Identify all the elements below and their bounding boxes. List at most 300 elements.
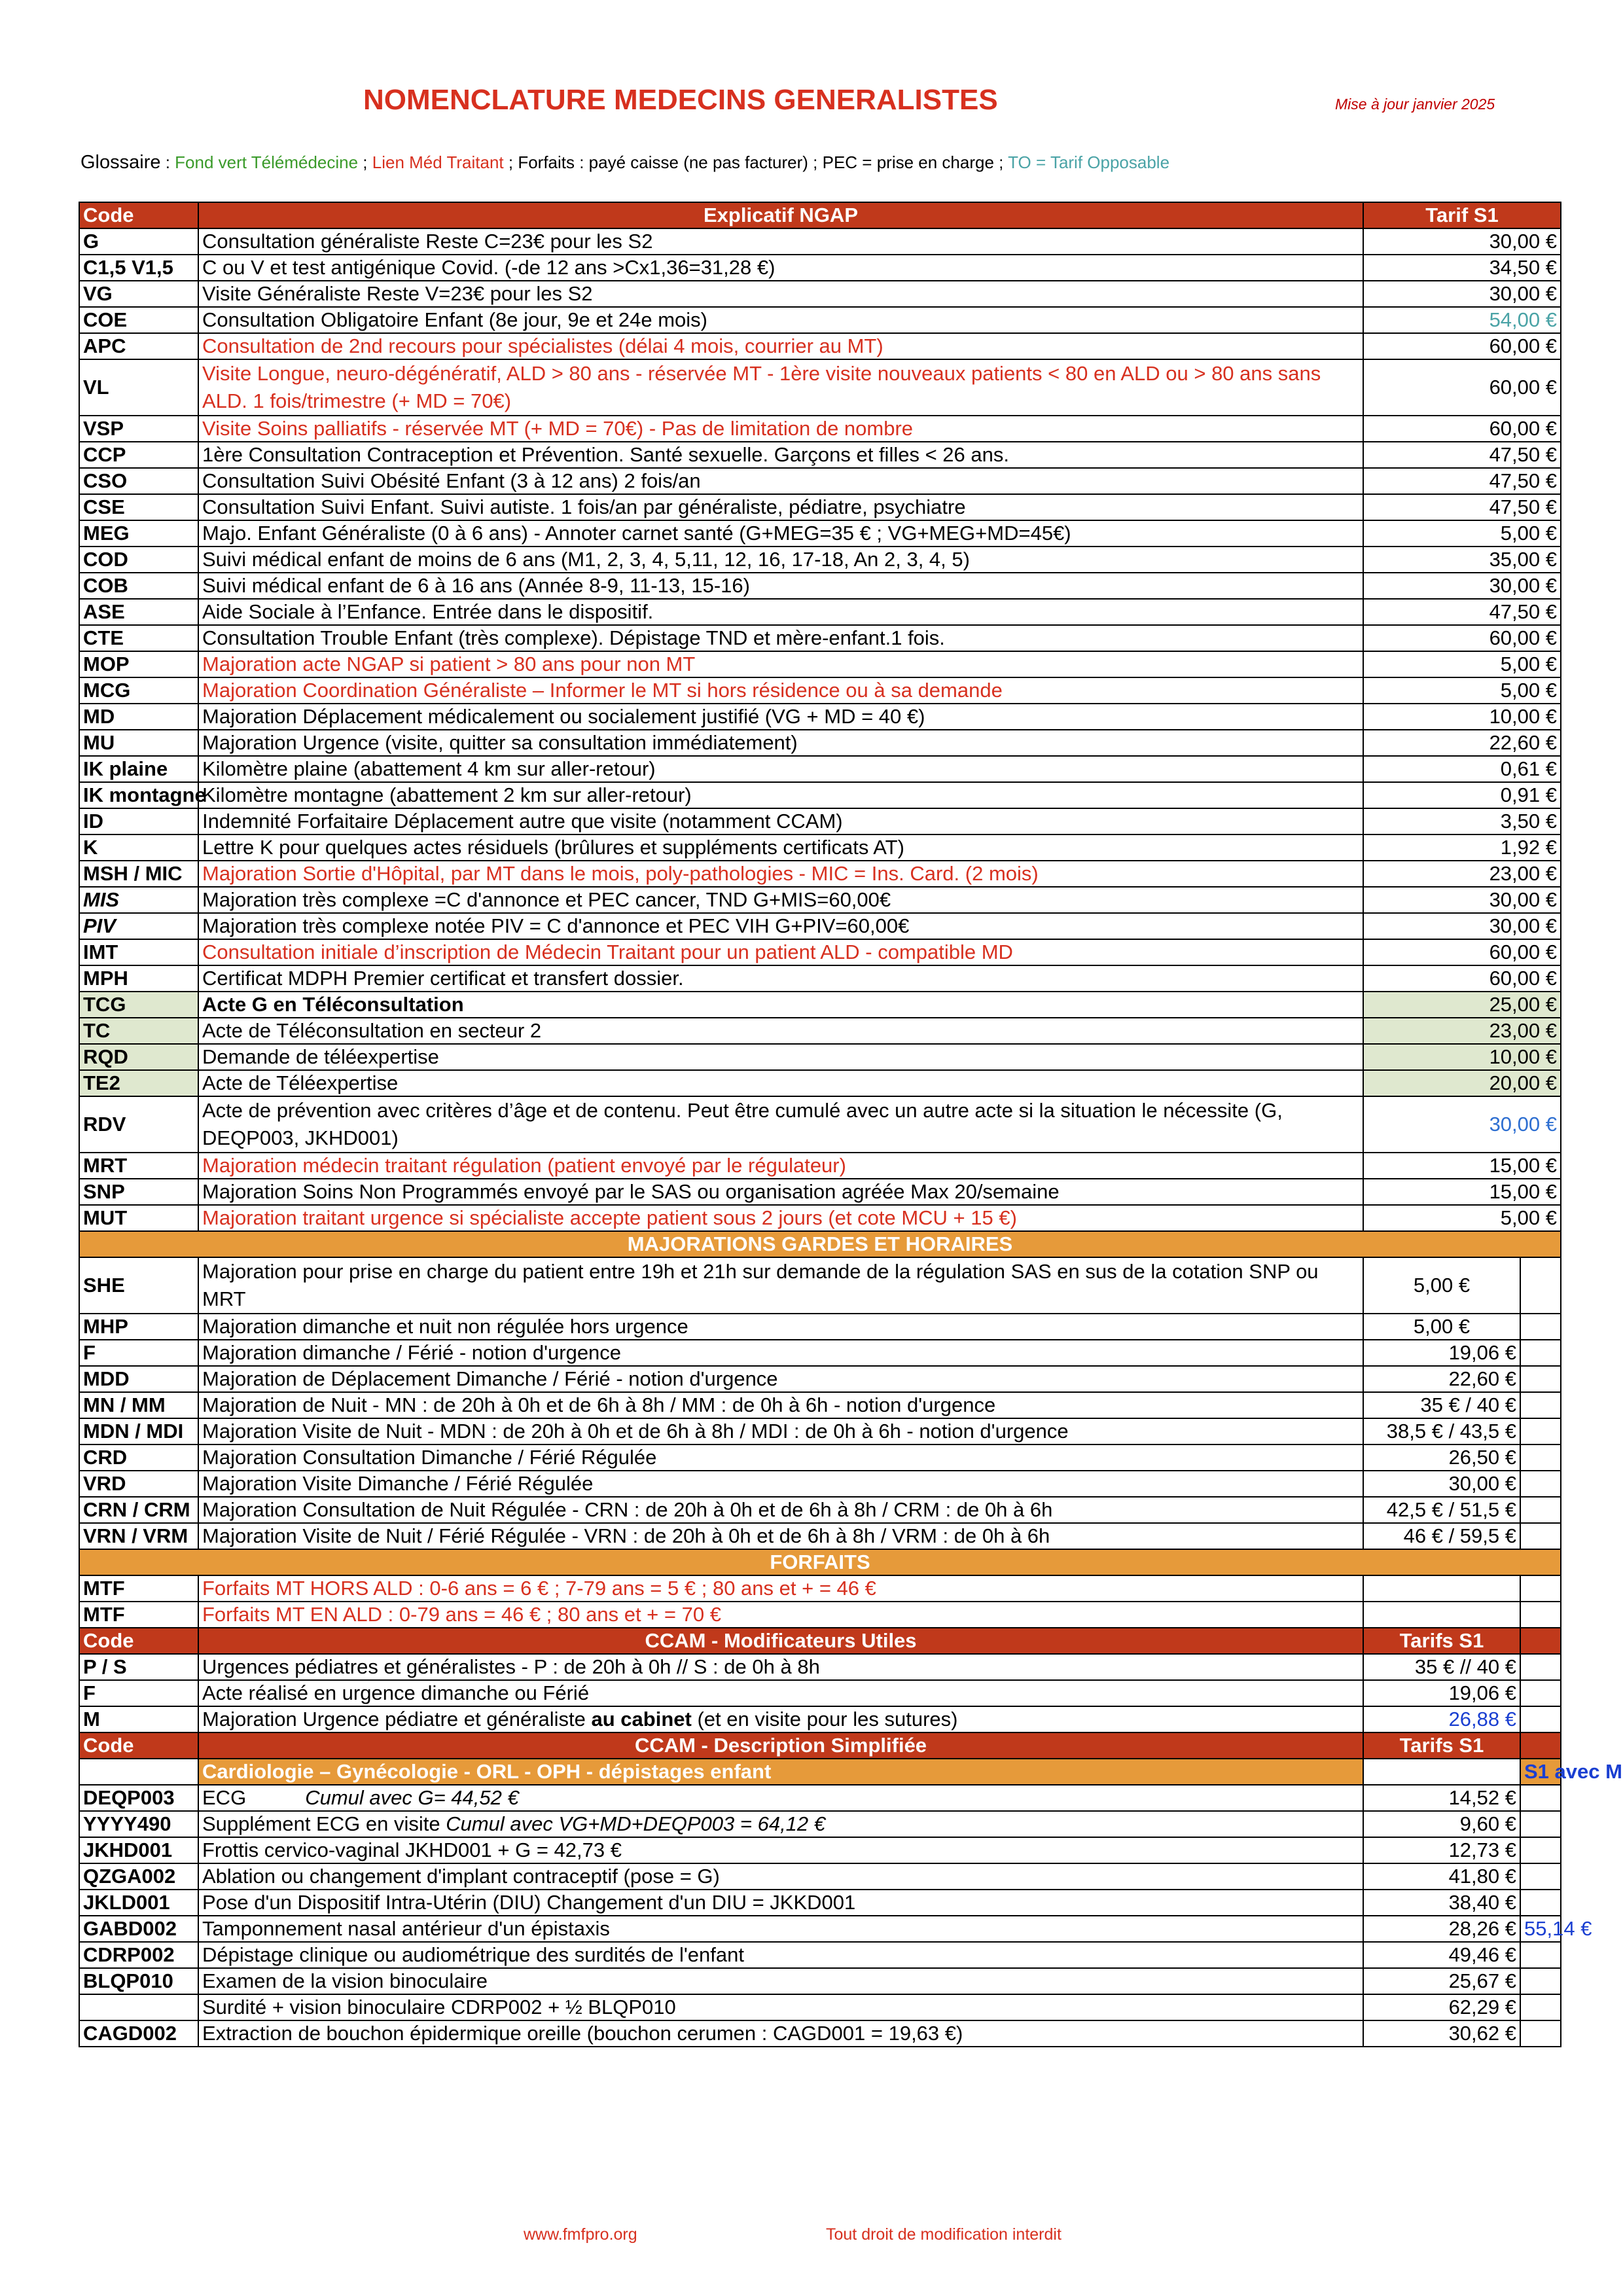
row-price: 54,00 € (1363, 307, 1561, 333)
row-desc-text: Dépistage clinique ou audiométrique des surdités de l'enfant (202, 1943, 744, 1966)
row-desc: Visite Généraliste Reste V=23€ pour les S2 (198, 281, 1363, 307)
row-price: 20,00 € (1363, 1070, 1561, 1096)
row-price: 60,00 € (1363, 965, 1561, 992)
row-desc: Consultation de 2nd recours pour spécialistes (délai 4 mois, courrier au MT) (198, 333, 1363, 359)
row-empty (1520, 1706, 1561, 1732)
table-header (79, 202, 1561, 228)
table-row (79, 1096, 1561, 1153)
row-desc: Indemnité Forfaitaire Déplacement autre que visite (notamment CCAM) (198, 808, 1363, 834)
glossary-label: Glossaire (80, 152, 161, 173)
row-code: CSO (79, 468, 198, 494)
row-price: 10,00 € (1363, 704, 1561, 730)
row-desc-text: Supplément ECG en visite (202, 1812, 446, 1835)
table-row (79, 861, 1561, 887)
row-note: Cumul avec VG+MD+DEQP003 = 64,12 € (446, 1812, 826, 1835)
row-desc-text: Extraction de bouchon épidermique oreille (bouchon cerumen : CAGD001 = 19,63 €) (202, 2022, 963, 2045)
row-desc: Consultation initiale d’inscription de Médecin Traitant pour un patient ALD - compatible MD (198, 939, 1363, 965)
table-row (79, 359, 1561, 416)
table-row (79, 1837, 1561, 1863)
row-empty (1520, 1314, 1561, 1340)
ccam-subtitle-row (79, 1759, 1561, 1785)
row-desc: Majoration Urgence (visite, quitter sa consultation immédiatement) (198, 730, 1363, 756)
row-code: IK montagne (79, 782, 198, 808)
row-desc: Majoration très complexe notée PIV = C d'annonce et PEC VIH G+PIV=60,00€ (198, 913, 1363, 939)
row-desc: Majoration traitant urgence si spécialiste accepte patient sous 2 jours (et cote MCU + 15 €) (198, 1205, 1363, 1231)
row-code: P / S (79, 1654, 198, 1680)
ccam-code-header: Code (79, 1732, 198, 1759)
row-empty (1520, 1863, 1561, 1890)
row-empty (1520, 1654, 1561, 1680)
row-desc (198, 1706, 1363, 1732)
row-price: 35 € // 40 € (1363, 1654, 1520, 1680)
table-row (79, 228, 1561, 255)
row-desc: Aide Sociale à l’Enfance. Entrée dans le dispositif. (198, 599, 1363, 625)
row-desc (198, 1942, 1363, 1968)
row-price: 60,00 € (1363, 359, 1561, 416)
row-price: 42,5 € / 51,5 € (1363, 1497, 1520, 1523)
row-desc-text: Ablation ou changement d'implant contraceptif (pose = G) (202, 1865, 720, 1888)
row-empty (1520, 1785, 1561, 1811)
glossary-sep: : (160, 152, 175, 172)
table-row (79, 468, 1561, 494)
glossary-teal: TO = Tarif Opposable (1008, 152, 1170, 172)
row-desc: Forfaits MT EN ALD : 0-79 ans = 46 € ; 80 ans et + = 70 € (198, 1602, 1363, 1628)
row-desc: Acte de Téléexpertise (198, 1070, 1363, 1096)
row-price: 5,00 € (1363, 651, 1561, 677)
table-row (79, 1366, 1561, 1392)
row-code: MOP (79, 651, 198, 677)
row-desc: Visite Longue, neuro-dégénératif, ALD > 80 ans - réservée MT - 1ère visite nouveaux patients < 80 en ALD ou > 80 ans sans ALD. 1 fois/trimestre (+ MD = 70€) (198, 359, 1363, 416)
row-desc: Kilomètre plaine (abattement 4 km sur aller-retour) (198, 756, 1363, 782)
row-desc-text: Tamponnement nasal antérieur d'un épistaxis (202, 1917, 610, 1940)
table-row (79, 992, 1561, 1018)
col-tarif-header: Tarif S1 (1363, 202, 1561, 228)
row-desc: Visite Soins palliatifs - réservée MT (+ MD = 70€) - Pas de limitation de nombre (198, 416, 1363, 442)
row-desc: C ou V et test antigénique Covid. (-de 12 ans >Cx1,36=31,28 €) (198, 255, 1363, 281)
table-row (79, 808, 1561, 834)
row-price-m: 55,14 € (1520, 1916, 1561, 1942)
row-price: 62,29 € (1363, 1994, 1520, 2020)
row-price: 26,88 € (1363, 1706, 1520, 1732)
row-code: VL (79, 359, 198, 416)
row-price: 30,00 € (1363, 1471, 1520, 1497)
glossary-forfaits: Forfaits : payé caisse (ne pas facturer) ; PEC = prise en charge ; (518, 152, 1004, 172)
row-code: MEG (79, 520, 198, 547)
table-row (79, 704, 1561, 730)
table-row (79, 913, 1561, 939)
row-code: GABD002 (79, 1916, 198, 1942)
row-code: COB (79, 573, 198, 599)
table-row (79, 834, 1561, 861)
row-price: 30,00 € (1363, 573, 1561, 599)
row-desc: Consultation Suivi Enfant. Suivi autiste. 1 fois/an par généraliste, pédiatre, psychiatre (198, 494, 1363, 520)
row-empty (1520, 1523, 1561, 1549)
section-modif (79, 1628, 1561, 1654)
row-code: F (79, 1340, 198, 1366)
footer-rights: Tout droit de modification interdit (826, 2225, 1061, 2244)
row-code: QZGA002 (79, 1863, 198, 1890)
row-desc: Demande de téléexpertise (198, 1044, 1363, 1070)
table-row (79, 1994, 1561, 2020)
row-desc: Majo. Enfant Généraliste (0 à 6 ans) - Annoter carnet santé (G+MEG=35 € ; VG+MEG+MD=45€) (198, 520, 1363, 547)
row-empty (1520, 1837, 1561, 1863)
row-price: 30,00 € (1363, 913, 1561, 939)
row-desc: Majoration Visite de Nuit / Férié Régulée - VRN : de 20h à 0h et de 6h à 8h / VRM : de 0h à 6h (198, 1523, 1363, 1549)
table-row (79, 573, 1561, 599)
row-price: 5,00 € (1363, 1314, 1520, 1340)
row-empty (1520, 1968, 1561, 1994)
row-empty (1520, 1257, 1561, 1314)
row-code: MTF (79, 1575, 198, 1602)
row-price: 23,00 € (1363, 1018, 1561, 1044)
row-price: 47,50 € (1363, 494, 1561, 520)
row-empty (1520, 2020, 1561, 2047)
row-price: 22,60 € (1363, 730, 1561, 756)
table-row (79, 1314, 1561, 1340)
row-price: 0,91 € (1363, 782, 1561, 808)
table-row (79, 1179, 1561, 1205)
row-price: 30,00 € (1363, 1096, 1561, 1153)
section-gardes (79, 1231, 1561, 1257)
row-code: VG (79, 281, 198, 307)
table-row (79, 2020, 1561, 2047)
row-empty (1520, 1418, 1561, 1444)
col-desc-header: Explicatif NGAP (198, 202, 1363, 228)
row-empty (1520, 1340, 1561, 1366)
table-row (79, 1205, 1561, 1231)
row-code: BLQP010 (79, 1968, 198, 1994)
row-code: PIV (79, 913, 198, 939)
row-code: MHP (79, 1314, 198, 1340)
row-desc: Acte G en Téléconsultation (198, 992, 1363, 1018)
row-code: MPH (79, 965, 198, 992)
row-price: 49,46 € (1363, 1942, 1520, 1968)
table-row (79, 1863, 1561, 1890)
row-desc (198, 1968, 1363, 1994)
table-row (79, 416, 1561, 442)
row-price: 47,50 € (1363, 599, 1561, 625)
row-desc (198, 2020, 1363, 2047)
row-price: 14,52 € (1363, 1785, 1520, 1811)
row-price: 5,00 € (1363, 1205, 1561, 1231)
table-row (79, 677, 1561, 704)
row-desc-text: ECG (202, 1786, 247, 1809)
row-desc: Certificat MDPH Premier certificat et transfert dossier. (198, 965, 1363, 992)
table-row (79, 887, 1561, 913)
table-row (79, 255, 1561, 281)
table-row (79, 625, 1561, 651)
row-empty (1520, 1890, 1561, 1916)
table-row (79, 1070, 1561, 1096)
row-price: 10,00 € (1363, 1044, 1561, 1070)
row-code: CTE (79, 625, 198, 651)
table-row (79, 1890, 1561, 1916)
table-row (79, 1340, 1561, 1366)
ccam-subtitle: Cardiologie – Gynécologie - ORL - OPH - dépistages enfant (198, 1759, 1363, 1785)
row-desc: 1ère Consultation Contraception et Prévention. Santé sexuelle. Garçons et filles < 26 ans. (198, 442, 1363, 468)
row-desc: Majoration Déplacement médicalement ou socialement justifié (VG + MD = 40 €) (198, 704, 1363, 730)
table-row (79, 782, 1561, 808)
table-row (79, 1471, 1561, 1497)
modif-title: CCAM - Modificateurs Utiles (198, 1628, 1363, 1654)
row-desc: Consultation Suivi Obésité Enfant (3 à 12 ans) 2 fois/an (198, 468, 1363, 494)
table-row (79, 307, 1561, 333)
row-price: 19,06 € (1363, 1680, 1520, 1706)
row-price: 46 € / 59,5 € (1363, 1523, 1520, 1549)
table-row (79, 1942, 1561, 1968)
section-ccam (79, 1732, 1561, 1759)
row-empty (1520, 1994, 1561, 2020)
ccam-s1m-header: S1 avec M (1520, 1759, 1561, 1785)
row-code: JKLD001 (79, 1890, 198, 1916)
table-row (79, 1916, 1561, 1942)
row-empty (79, 1759, 198, 1785)
row-desc-text: Pose d'un Dispositif Intra-Utérin (DIU) Changement d'un DIU = JKKD001 (202, 1891, 856, 1914)
table-row (79, 1811, 1561, 1837)
table-row (79, 1418, 1561, 1444)
row-code: MRT (79, 1153, 198, 1179)
row-code: VRD (79, 1471, 198, 1497)
row-code: TE2 (79, 1070, 198, 1096)
row-code: MUT (79, 1205, 198, 1231)
row-desc (198, 1890, 1363, 1916)
row-price: 60,00 € (1363, 625, 1561, 651)
row-empty (1520, 1942, 1561, 1968)
row-price: 12,73 € (1363, 1837, 1520, 1863)
row-price: 19,06 € (1363, 1340, 1520, 1366)
row-desc-a: Majoration Urgence pédiatre et généraliste (202, 1708, 592, 1731)
row-price: 30,62 € (1363, 2020, 1520, 2047)
row-price: 47,50 € (1363, 442, 1561, 468)
ccam-title: CCAM - Description Simplifiée (198, 1732, 1363, 1759)
row-desc: Acte de Téléconsultation en secteur 2 (198, 1018, 1363, 1044)
table-row (79, 1497, 1561, 1523)
row-desc: Majoration Consultation de Nuit Régulée - CRN : de 20h à 0h et de 6h à 8h / CRM : de 0h à 6h (198, 1497, 1363, 1523)
row-code: ASE (79, 599, 198, 625)
table-row (79, 1654, 1561, 1680)
row-desc (198, 1994, 1363, 2020)
row-code: SHE (79, 1257, 198, 1314)
row-empty (1520, 1471, 1561, 1497)
table-row (79, 1706, 1561, 1732)
row-code: F (79, 1680, 198, 1706)
table-row (79, 442, 1561, 468)
row-code: IK plaine (79, 756, 198, 782)
section-gardes-title: MAJORATIONS GARDES ET HORAIRES (79, 1231, 1561, 1257)
row-desc: Majoration de Nuit - MN : de 20h à 0h et de 6h à 8h / MM : de 0h à 6h - notion d'urgence (198, 1392, 1363, 1418)
row-desc: Majoration dimanche et nuit non régulée hors urgence (198, 1314, 1363, 1340)
row-code: YYYY490 (79, 1811, 198, 1837)
table-row (79, 1602, 1561, 1628)
row-desc: Majoration de Déplacement Dimanche / Férié - notion d'urgence (198, 1366, 1363, 1392)
row-code: JKHD001 (79, 1837, 198, 1863)
row-price: 25,00 € (1363, 992, 1561, 1018)
row-price: 25,67 € (1363, 1968, 1520, 1994)
row-desc (198, 1837, 1363, 1863)
row-code: VRN / VRM (79, 1523, 198, 1549)
table-row (79, 494, 1561, 520)
row-code: G (79, 228, 198, 255)
row-desc: Consultation Obligatoire Enfant (8e jour, 9e et 24e mois) (198, 307, 1363, 333)
row-price: 47,50 € (1363, 468, 1561, 494)
row-price: 34,50 € (1363, 255, 1561, 281)
row-code: CAGD002 (79, 2020, 198, 2047)
glossary: Glossaire : Fond vert Télémédecine ; Lien Méd Traitant ; Forfaits : payé caisse (ne pas facturer) ; PEC = prise en charge ; TO = Tarif Opposable (80, 152, 1170, 173)
row-desc (198, 1785, 1363, 1811)
footer-site: www.fmfpro.org (524, 2225, 637, 2244)
row-code: K (79, 834, 198, 861)
glossary-green: Fond vert Télémédecine (175, 152, 359, 172)
row-desc-text: Frottis cervico-vaginal JKHD001 + G = 42,73 € (202, 1839, 622, 1861)
row-desc: Kilomètre montagne (abattement 2 km sur aller-retour) (198, 782, 1363, 808)
table-row (79, 756, 1561, 782)
row-price: 60,00 € (1363, 939, 1561, 965)
row-code (79, 1994, 198, 2020)
modif-empty (1520, 1628, 1561, 1654)
table-row (79, 1153, 1561, 1179)
row-desc: Majoration Visite de Nuit - MDN : de 20h à 0h et de 6h à 8h / MDI : de 0h à 6h - notion d'urgence (198, 1418, 1363, 1444)
row-code: COD (79, 547, 198, 573)
row-code: VSP (79, 416, 198, 442)
row-price: 1,92 € (1363, 834, 1561, 861)
row-empty (1363, 1575, 1520, 1602)
table-row (79, 281, 1561, 307)
table-row (79, 1444, 1561, 1471)
table-row (79, 1257, 1561, 1314)
row-price: 3,50 € (1363, 808, 1561, 834)
row-empty (1520, 1444, 1561, 1471)
row-code: MTF (79, 1602, 198, 1628)
row-price: 38,5 € / 43,5 € (1363, 1418, 1520, 1444)
table-row (79, 1523, 1561, 1549)
row-code: CCP (79, 442, 198, 468)
row-desc: Consultation généraliste Reste C=23€ pour les S2 (198, 228, 1363, 255)
row-code: MU (79, 730, 198, 756)
row-code: MN / MM (79, 1392, 198, 1418)
row-code: CRD (79, 1444, 198, 1471)
row-price: 35 € / 40 € (1363, 1392, 1520, 1418)
section-forfaits (79, 1549, 1561, 1575)
row-price: 5,00 € (1363, 677, 1561, 704)
table-row (79, 520, 1561, 547)
ccam-empty (1520, 1732, 1561, 1759)
row-price: 60,00 € (1363, 416, 1561, 442)
row-price: 28,26 € (1363, 1916, 1520, 1942)
row-price: 30,00 € (1363, 228, 1561, 255)
row-desc (198, 1916, 1363, 1942)
row-empty (1520, 1366, 1561, 1392)
row-desc: Majoration Coordination Généraliste – Informer le MT si hors résidence ou à sa demande (198, 677, 1363, 704)
row-code: MDD (79, 1366, 198, 1392)
page-title: NOMENCLATURE MEDECINS GENERALISTES (363, 84, 998, 116)
row-code: TC (79, 1018, 198, 1044)
row-desc-text: Surdité + vision binoculaire CDRP002 + ½ BLQP010 (202, 1996, 676, 2018)
row-price: 5,00 € (1363, 1257, 1520, 1314)
table-row (79, 547, 1561, 573)
row-desc: Majoration Consultation Dimanche / Férié Régulée (198, 1444, 1363, 1471)
table-row (79, 1680, 1561, 1706)
row-desc: Majoration Sortie d'Hôpital, par MT dans le mois, poly-pathologies - MIC = Ins. Card. (2 mois) (198, 861, 1363, 887)
row-desc: Consultation Trouble Enfant (très complexe). Dépistage TND et mère-enfant.1 fois. (198, 625, 1363, 651)
row-price: 23,00 € (1363, 861, 1561, 887)
table-row (79, 730, 1561, 756)
row-code: COE (79, 307, 198, 333)
row-desc: Majoration pour prise en charge du patient entre 19h et 21h sur demande de la régulation SAS en sus de la cotation SNP ou MRT (198, 1257, 1363, 1314)
row-empty (1520, 1575, 1561, 1602)
row-price: 30,00 € (1363, 887, 1561, 913)
table-row (79, 333, 1561, 359)
row-code: IMT (79, 939, 198, 965)
row-code: MDN / MDI (79, 1418, 198, 1444)
row-empty (1520, 1602, 1561, 1628)
row-price: 35,00 € (1363, 547, 1561, 573)
row-desc-text: Examen de la vision binoculaire (202, 1969, 488, 1992)
table-row (79, 1968, 1561, 1994)
row-price: 60,00 € (1363, 333, 1561, 359)
row-code: TCG (79, 992, 198, 1018)
row-price: 0,61 € (1363, 756, 1561, 782)
table-row (79, 599, 1561, 625)
row-code: RDV (79, 1096, 198, 1153)
table-row (79, 1575, 1561, 1602)
row-desc: Suivi médical enfant de 6 à 16 ans (Année 8-9, 11-13, 15-16) (198, 573, 1363, 599)
row-code: MD (79, 704, 198, 730)
row-code: DEQP003 (79, 1785, 198, 1811)
row-price: 41,80 € (1363, 1863, 1520, 1890)
row-price: 9,60 € (1363, 1811, 1520, 1837)
row-price: 30,00 € (1363, 281, 1561, 307)
row-price: 5,00 € (1363, 520, 1561, 547)
row-price: 22,60 € (1363, 1366, 1520, 1392)
table-row (79, 965, 1561, 992)
row-price: 15,00 € (1363, 1179, 1561, 1205)
row-code: ID (79, 808, 198, 834)
table-row (79, 1392, 1561, 1418)
row-desc (198, 1863, 1363, 1890)
row-desc: Acte réalisé en urgence dimanche ou Férié (198, 1680, 1363, 1706)
modif-code-header: Code (79, 1628, 198, 1654)
row-desc: Lettre K pour quelques actes résiduels (brûlures et suppléments certificats AT) (198, 834, 1363, 861)
col-code-header: Code (79, 202, 198, 228)
row-code: RQD (79, 1044, 198, 1070)
table-row (79, 1044, 1561, 1070)
row-desc-c: (et en visite pour les sutures) (691, 1708, 958, 1731)
row-code: APC (79, 333, 198, 359)
row-code: CRN / CRM (79, 1497, 198, 1523)
update-date: Mise à jour janvier 2025 (1335, 96, 1495, 113)
row-desc: Acte de prévention avec critères d’âge et de contenu. Peut être cumulé avec un autre acte si la situation le nécessite (G, DEQP003, JKHD001) (198, 1096, 1363, 1153)
row-empty (1363, 1759, 1520, 1785)
nomenclature-table (79, 202, 1622, 2047)
table-row (79, 1018, 1561, 1044)
row-note: Cumul avec G= 44,52 € (305, 1786, 519, 1809)
ccam-tarif-header: Tarifs S1 (1363, 1732, 1520, 1759)
row-price: 26,50 € (1363, 1444, 1520, 1471)
row-desc: Majoration acte NGAP si patient > 80 ans pour non MT (198, 651, 1363, 677)
row-price: 15,00 € (1363, 1153, 1561, 1179)
section-forfaits-title: FORFAITS (79, 1549, 1561, 1575)
table-row (79, 939, 1561, 965)
row-empty (1520, 1497, 1561, 1523)
row-code: MIS (79, 887, 198, 913)
row-desc: Majoration médecin traitant régulation (patient envoyé par le régulateur) (198, 1153, 1363, 1179)
table-row (79, 651, 1561, 677)
row-empty (1363, 1602, 1520, 1628)
row-code: MCG (79, 677, 198, 704)
row-desc: Suivi médical enfant de moins de 6 ans (M1, 2, 3, 4, 5,11, 12, 16, 17-18, An 2, 3, 4, 5) (198, 547, 1363, 573)
row-empty (1520, 1392, 1561, 1418)
row-desc (198, 1811, 1363, 1837)
